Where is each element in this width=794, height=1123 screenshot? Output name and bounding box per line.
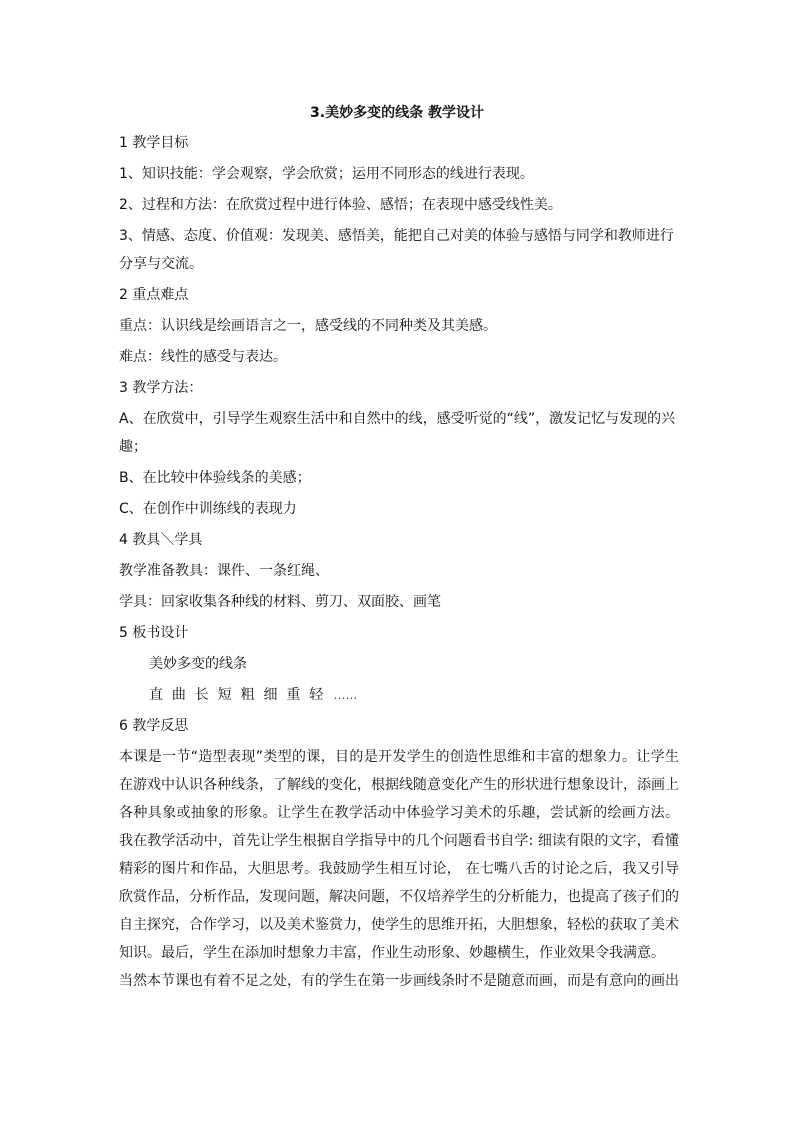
section-heading-tools: 4 教具＼学具 bbox=[119, 532, 203, 548]
objective-item: 3、情感、态度、价值观：发现美、感悟美，能把自己对美的体验与感悟与同学和教师进行分享与交流。 bbox=[119, 228, 674, 272]
section-heading-key-points: 2 重点难点 bbox=[119, 287, 189, 303]
objective-item: 2、过程和方法：在欣赏过程中进行体验、感悟；在表现中感受线性美。 bbox=[119, 197, 562, 213]
key-point-item: 难点：线性的感受与表达。 bbox=[119, 349, 287, 365]
section-heading-objectives: 1 教学目标 bbox=[119, 135, 189, 151]
document-body bbox=[119, 134, 679, 995]
key-point-item: 重点：认识线是绘画语言之一，感受线的不同种类及其美感。 bbox=[119, 318, 497, 334]
reflection-paragraph: 当然本节课也有着不足之处，有的学生在第一步画线条时不是随意而画，而是有意向的画出 bbox=[119, 973, 679, 989]
method-item: B、在比较中体验线条的美感； bbox=[119, 470, 311, 486]
board-title: 美妙多变的线条 bbox=[149, 656, 247, 672]
board-words bbox=[119, 686, 679, 705]
document-title: 3.美妙多变的线条 教学设计 bbox=[310, 105, 484, 121]
method-item: A、在欣赏中，引导学生观察生活中和自然中的线，感受听觉的“线”，激发记忆与发现的兴趣； bbox=[119, 411, 676, 455]
section-heading-methods: 3 教学方法： bbox=[119, 380, 203, 396]
section-heading-board: 5 板书设计 bbox=[119, 625, 189, 641]
reflection-paragraph: 本课是一节“造型表现”类型的课，目的是开发学生的创造性思维和丰富的想象力。让学生在游戏中认识各种线条，了解线的变化，根据线随意变化产生的形状进行想象设计，添画上各种具象或抽象的形象。让学生在教学活动中体验学习美术的乐趣，尝试新的绘画方法。 我在教学活动中，首先让学生根据自学指导中的几个问题看书自学: 细读有限的文字，看懂精彩的图片和作品，大胆思考。我鼓励学生相互讨论， 在七嘴八舌的讨论之后，我又引导欣赏作品，分析作品，发现问题，解决问题，不仅培养学生的分析能力，也提高了孩子们的自主探究，合作学习，以及美术鉴赏力，使学生的思维开拓，大胆想象，轻松的获取了美术知识。最后，学生在添加时想象力丰富，作业生动形象、妙趣横生，作业效果令我满意。 bbox=[119, 749, 679, 961]
tool-item: 教学准备教具：课件、一条红绳、 bbox=[119, 563, 329, 579]
board-words-ellipsis: …… bbox=[333, 688, 358, 702]
tool-item: 学具：回家收集各种线的材料、剪刀、双面胶、画笔 bbox=[119, 594, 441, 610]
objective-item: 1、知识技能：学会观察，学会欣赏；运用不同形态的线进行表现。 bbox=[119, 166, 534, 182]
board-words-text: 直 曲 长 短 粗 细 重 轻 bbox=[149, 687, 324, 703]
method-item: C、在创作中训练线的表现力 bbox=[119, 501, 297, 517]
section-heading-reflection: 6 教学反思 bbox=[119, 718, 189, 734]
